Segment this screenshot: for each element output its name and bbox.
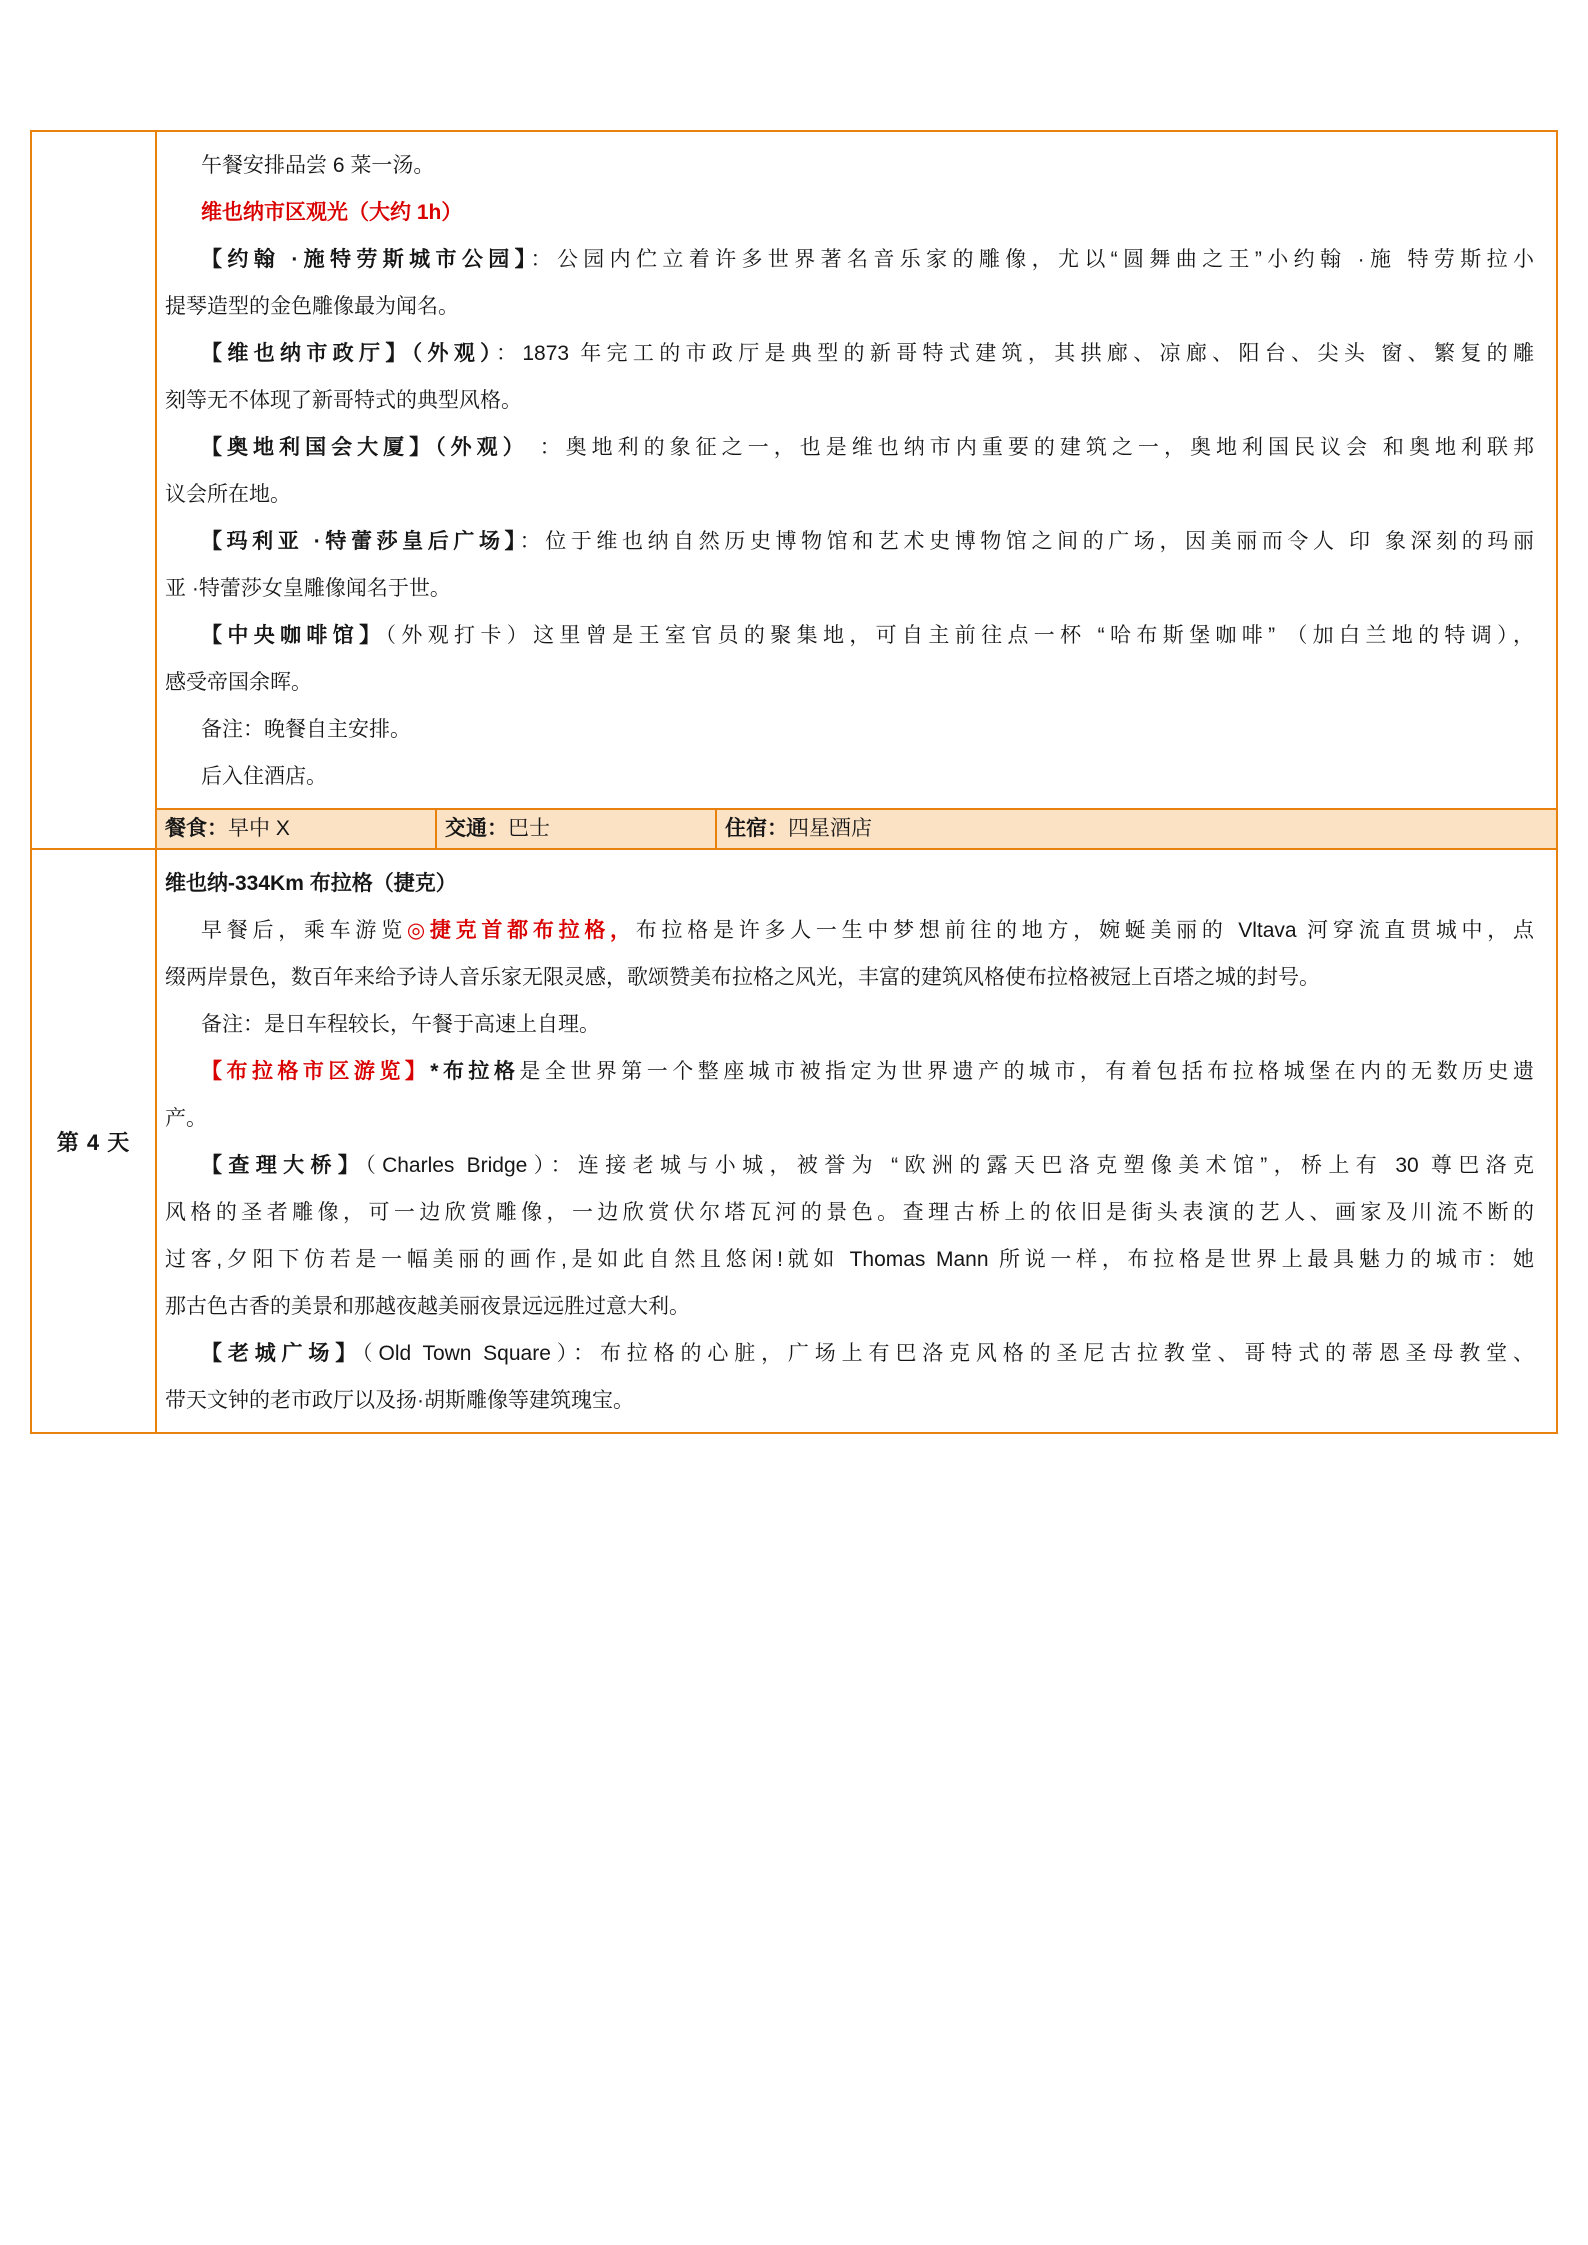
text-segment: 早餐后，乘车游览 bbox=[201, 919, 407, 942]
text-line bbox=[165, 1142, 1534, 1189]
text-segment: 产。 bbox=[165, 1107, 207, 1130]
text-segment: 备注：是日车程较长，午餐于高速上自理。 bbox=[201, 1013, 600, 1036]
text-segment: 刻等无不体现了新哥特式的典型风格。 bbox=[165, 389, 522, 412]
text-line bbox=[165, 471, 1534, 518]
rowgroup-day3 bbox=[32, 132, 1556, 848]
meal-transport-label: 交通： bbox=[445, 817, 508, 840]
meal-hotel-value: 四星酒店 bbox=[788, 817, 872, 840]
text-line bbox=[165, 1189, 1534, 1236]
text-line bbox=[165, 330, 1534, 377]
text-segment: 那古色古香的美景和那越夜越美丽夜景远远胜过意大利。 bbox=[165, 1295, 690, 1318]
meal-food-value: 早中 X bbox=[228, 817, 290, 840]
text-segment: 【布拉格市区游览】 bbox=[201, 1060, 431, 1083]
itinerary-content-day3 bbox=[157, 132, 1556, 808]
text-segment: 维也纳-334Km 布拉格（捷克） bbox=[165, 872, 457, 895]
text-segment: ：公园内伫立着许多世界著名音乐家的雕像，尤以“圆舞曲之王”小约翰 ·施 特劳斯拉小 bbox=[530, 248, 1535, 271]
meal-row bbox=[157, 808, 1556, 848]
day-cell-empty bbox=[32, 132, 157, 848]
text-segment: 【查理大桥】 bbox=[201, 1154, 366, 1177]
text-segment: 风格的圣者雕像，可一边欣赏雕像，一边欣赏伏尔塔瓦河的景色。查理古桥上的依旧是街头表演的艺人、画家及川流不断的 bbox=[165, 1201, 1534, 1224]
text-segment: 【奥地利国会大厦】（外观） bbox=[201, 436, 529, 459]
text-line bbox=[165, 189, 1534, 236]
text-segment: 布拉格是许多人一生中梦想前往的地方，婉蜒美丽的 Vltava 河穿流直贯城中，点 bbox=[635, 919, 1535, 942]
text-segment: 议会所在地。 bbox=[165, 483, 291, 506]
meal-food-label: 餐食： bbox=[165, 817, 228, 840]
text-line bbox=[165, 753, 1534, 800]
meal-hotel-label: 住宿： bbox=[725, 817, 788, 840]
text-line bbox=[165, 1377, 1534, 1424]
text-segment: 是全世界第一个整座城市被指定为世界遗产的城市，有着包括布拉格城堡在内的无数历史遗 bbox=[519, 1060, 1534, 1083]
rowgroup-day4 bbox=[32, 848, 1556, 1432]
text-line bbox=[165, 377, 1534, 424]
text-segment: 亚 ·特蕾莎女皇雕像闻名于世。 bbox=[165, 577, 451, 600]
text-line bbox=[165, 1048, 1534, 1095]
text-line bbox=[165, 1095, 1534, 1142]
text-line bbox=[165, 236, 1534, 283]
text-segment: 午餐安排品尝 6 菜一汤。 bbox=[201, 154, 435, 177]
text-segment: ：1873 年完工的市政厅是典型的新哥特式建筑，其拱廊、凉廊、阳台、尖头 窗、繁复的雕 bbox=[496, 342, 1535, 365]
day-cell-day4: 第 4 天 bbox=[32, 850, 157, 1432]
text-segment: 【中央咖啡馆】 bbox=[201, 624, 386, 647]
text-segment: （Old Town Square）：布拉格的心脏，广场上有巴洛克风格的圣尼古拉教堂、哥特式的蒂恩圣母教堂、 bbox=[362, 1342, 1534, 1365]
text-line bbox=[165, 659, 1534, 706]
text-segment: 【维也纳市政厅】（外观） bbox=[201, 342, 496, 365]
text-segment: ◎捷克首都布拉格， bbox=[406, 919, 636, 942]
text-line bbox=[165, 283, 1534, 330]
text-segment: 维也纳市区观光（大约 1h） bbox=[201, 201, 463, 224]
text-line bbox=[165, 565, 1534, 612]
text-line bbox=[165, 954, 1534, 1001]
text-segment: 缀两岸景色，数百年来给予诗人音乐家无限灵感，歌颂赞美布拉格之风光，丰富的建筑风格使布拉格被冠上百塔之城的封号。 bbox=[165, 966, 1320, 989]
text-segment: 提琴造型的金色雕像最为闻名。 bbox=[165, 295, 459, 318]
text-segment: （外观打卡）这里曾是王室官员的聚集地，可自主前往点一杯 “哈布斯堡咖啡” （加白兰地的特调）， bbox=[385, 624, 1534, 647]
itinerary-content-day4 bbox=[157, 850, 1556, 1432]
text-line bbox=[165, 860, 1534, 907]
text-segment: 带天文钟的老市政厅以及扬·胡斯雕像等建筑瑰宝。 bbox=[165, 1389, 634, 1412]
text-line bbox=[165, 612, 1534, 659]
itinerary-table bbox=[30, 130, 1558, 1434]
text-line bbox=[165, 1330, 1534, 1377]
meal-cell-food bbox=[157, 810, 437, 848]
text-line bbox=[165, 518, 1534, 565]
text-segment: 【约翰 ·施特劳斯城市公园】 bbox=[201, 248, 531, 271]
text-segment: 后入住酒店。 bbox=[201, 765, 327, 788]
text-line bbox=[165, 1283, 1534, 1330]
text-segment: 【玛利亚 ·特蕾莎皇后广场】 bbox=[201, 530, 520, 553]
meal-cell-hotel bbox=[717, 810, 1556, 848]
text-segment: 过客,夕阳下仿若是一幅美丽的画作,是如此自然且悠闲!就如 Thomas Mann 所说一样，布拉格是世界上最具魅力的城市：她 bbox=[165, 1248, 1534, 1271]
meal-transport-value: 巴士 bbox=[508, 817, 550, 840]
text-line bbox=[165, 142, 1534, 189]
text-segment: 备注：晚餐自主安排。 bbox=[201, 718, 411, 741]
text-segment: 感受帝国余晖。 bbox=[165, 671, 312, 694]
text-line bbox=[165, 424, 1534, 471]
meal-cell-transport bbox=[437, 810, 717, 848]
text-segment: ：奥地利的象征之一，也是维也纳市内重要的建筑之一，奥地利国民议会 和奥地利联邦 bbox=[528, 436, 1535, 459]
text-line bbox=[165, 907, 1534, 954]
rowgroup-day3-right bbox=[157, 132, 1556, 848]
rowgroup-day4-right bbox=[157, 850, 1556, 1432]
text-segment: （Charles Bridge）：连接老城与小城，被誉为 “欧洲的露天巴洛克塑像美术馆”，桥上有 30 尊巴洛克 bbox=[365, 1154, 1534, 1177]
text-line bbox=[165, 1001, 1534, 1048]
text-line bbox=[165, 1236, 1534, 1283]
text-segment: *布拉格 bbox=[430, 1060, 520, 1083]
text-segment: 【老城广场】 bbox=[201, 1342, 363, 1365]
text-segment: ：位于维也纳自然历史博物馆和艺术史博物馆之间的广场，因美丽而令人 印 象深刻的玛丽 bbox=[519, 530, 1534, 553]
text-line bbox=[165, 706, 1534, 753]
